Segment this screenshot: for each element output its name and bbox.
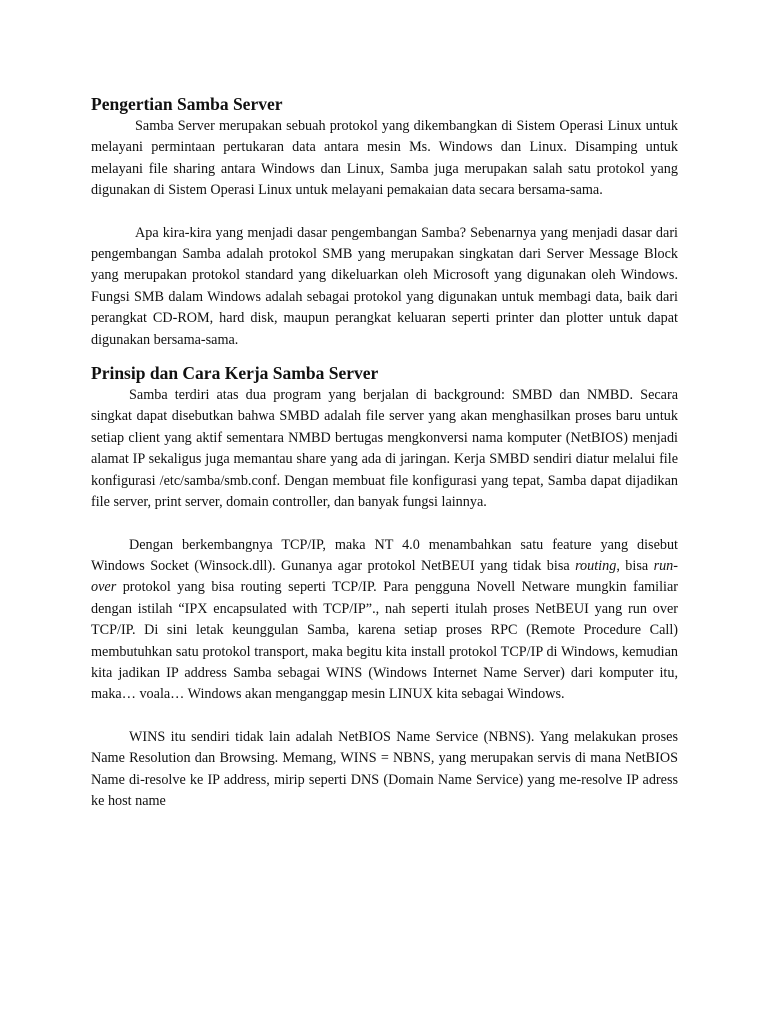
section-heading-prinsip: Prinsip dan Cara Kerja Samba Server: [91, 363, 379, 384]
italic-term-run-over: run-over: [91, 557, 678, 596]
paragraph-gap: [91, 514, 678, 535]
section-heading-pengertian: Pengertian Samba Server: [91, 94, 283, 114]
section-gap: [91, 351, 678, 361]
paragraph-gap: [91, 706, 678, 727]
paragraph-text: Dengan berkembangnya TCP/IP, maka NT 4.0 menambahkan satu feature yang disebut Windows Socket (Winsock.dll). Gunanya agar protokol NetBEUI yang tidak bisa: [91, 536, 678, 574]
paragraph-pengertian-1: Samba Server merupakan sebuah protokol yang dikembangkan di Sistem Operasi Linux untuk melayani permintaan pertukaran data antara mesin Ms. Windows dan Linux. Disamping untuk melayani file sharing antara Windows dan Linux, Samba juga merupakan salah satu protokol yang digunakan di Sistem Operasi Linux untuk melayani pemakaian data secara bersama-sama.: [91, 118, 678, 199]
paragraph-prinsip-1: Samba terdiri atas dua program yang berjalan di background: SMBD dan NMBD. Secara singkat dapat disebutkan bahwa SMBD adalah file server yang akan menghasilkan proses baru untuk setiap client yang aktif sementara NMBD bertugas mengkonversi nama komputer (NetBIOS) menjadi alamat IP sekaligus juga memantau share yang ada di jaringan. Kerja SMBD sendiri diatur melalui file konfigurasi /etc/samba/smb.conf. Dengan membuat file konfigurasi yang tepat, Samba dapat dijadikan file server, print server, domain controller, dan banyak fungsi lainnya.: [91, 387, 678, 511]
paragraph-text: protokol yang bisa routing seperti TCP/IP. Para pengguna Novell Netware mungkin familiar dengan istilah “IPX encapsulated with TCP/IP”., nah seperti itulah proses NetBEUI yang run over TCP/IP. Di sini letak keunggulan Samba, karena setiap proses RPC (Remote Procedure Call) membutuhkan satu protokol transport, maka begitu kita install protokol TCP/IP di Windows, kemudian kita jadikan IP address Samba sebagai WINS (Windows Internet Name Server) dari komputer itu, maka… voala… Windows akan menganggap mesin LINUX kita sebagai Windows.: [91, 579, 678, 703]
paragraph-gap: [91, 202, 678, 223]
paragraph-prinsip-2: [91, 535, 678, 706]
paragraph-text: , bisa: [616, 557, 654, 574]
document-page: [91, 92, 678, 812]
paragraph-pengertian-2: Apa kira-kira yang menjadi dasar pengembangan Samba? Sebenarnya yang menjadi dasar dari pengembangan Samba adalah protokol SMB yang merupakan singkatan dari Server Message Block yang merupakan protokol standard yang dikeluarkan oleh Microsoft yang digunakan oleh Windows. Fungsi SMB dalam Windows adalah sebagai protokol yang digunakan untuk membagi data, baik dari perangkat CD-ROM, hard disk, maupun perangkat keluaran seperti printer dan plotter untuk dapat digunakan bersama-sama.: [91, 224, 678, 348]
italic-term-routing: routing: [575, 557, 617, 574]
paragraph-prinsip-3: WINS itu sendiri tidak lain adalah NetBIOS Name Service (NBNS). Yang melakukan proses Name Resolution dan Browsing. Memang, WINS = NBNS, yang merupakan servis di mana NetBIOS Name di-resolve ke IP address, mirip seperti DNS (Domain Name Service) yang me-resolve IP adress ke host name: [91, 728, 678, 809]
